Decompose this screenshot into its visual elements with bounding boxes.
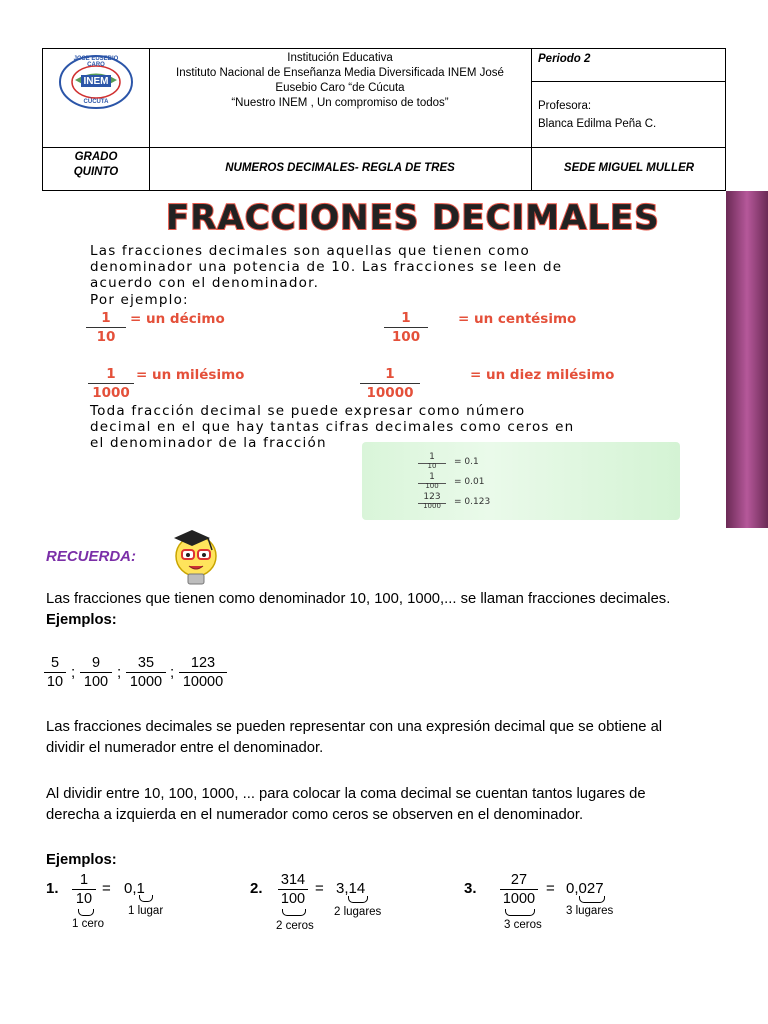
fraction-reading: = un diez milésimo [470,367,615,383]
brace [78,909,94,916]
fraction [72,871,96,908]
denominator: 10000 [182,674,224,690]
divider [531,81,725,82]
denominator: 10 [96,329,116,345]
fraction-reading: = un centésimo [458,311,577,327]
ejemplos-label: Ejemplos: [46,612,117,628]
image-title: FRACCIONES DECIMALES [166,198,660,238]
mini-numerator: 123 [423,492,441,502]
denominator: 100 [280,891,306,907]
logo-ring-top: JOSE EUSEBIO CARO [73,56,119,68]
sede: SEDE MIGUEL MULLER [563,162,695,174]
divider [149,148,150,190]
denominator: 1000 [502,891,536,907]
denominator: 1000 [129,674,163,690]
fraction-reading: = un décimo [130,311,225,327]
logo-text: INEM [83,76,109,87]
mini-denominator: 10 [427,462,437,470]
fraction [126,654,166,691]
mini-numerator: 1 [429,472,435,482]
denominator: 100 [391,329,421,345]
separator: ; [71,664,76,681]
fraction [360,366,420,401]
fraction [88,366,134,401]
numerator: 1 [106,366,116,382]
fraction [179,654,227,691]
fraction [86,310,126,345]
numerator: 123 [190,655,216,671]
por-ejemplo: Por ejemplo: [90,292,189,308]
divider [531,49,532,147]
numerator: 27 [510,872,528,888]
denominator: 10 [75,891,93,907]
fraction [384,310,428,345]
decimal-examples-box [362,442,680,520]
numerator: 314 [280,872,306,888]
lugares-note: 2 lugares [334,906,382,918]
fraction-reading: = un milésimo [136,367,245,383]
closing-line: el denominador de la fracción [90,435,327,451]
decorative-side-bar [726,191,768,528]
denominator: 1000 [92,385,130,401]
numerator: 5 [50,655,60,671]
intro-line: Las fracciones decimales son aquellas que tienen como [90,243,531,259]
denominator: 10 [46,674,64,690]
example-index: 2. [250,880,263,897]
profesora-label: Profesora: [538,100,592,112]
mini-denominator: 100 [425,482,439,490]
lugares-note: 3 lugares [566,905,614,917]
fraction [278,871,308,908]
numerator: 1 [101,310,111,326]
separator: ; [170,664,175,681]
mini-numerator: 1 [429,452,435,462]
institution-line: Instituto Nacional de Enseñanza Media Diversificada INEM José [176,67,504,79]
decimal-result: 0,1 [124,880,145,897]
decimal-result: 0,027 [566,880,604,897]
divider [531,148,532,190]
logo-ring-bottom: CÚCUTA [83,99,109,105]
paragraph-line: Las fracciones decimales se pueden representar con una expresión decimal que se obtiene al [46,719,663,735]
lightbulb-graduate-icon [162,526,228,590]
mini-value: = 0.1 [454,457,479,467]
mini-denominator: 1000 [423,502,441,510]
brace [282,909,306,916]
ejemplos-label-2: Ejemplos: [46,852,117,868]
example-index: 1. [46,880,59,897]
example-index: 3. [464,880,477,897]
fraction [80,654,112,691]
decimal-result: 3,14 [336,880,366,897]
brace [139,895,153,902]
brace [579,896,605,903]
profesora-name: Blanca Edilma Peña C. [538,118,657,130]
mini-value: = 0.01 [454,477,485,487]
ceros-note: 1 cero [72,918,104,930]
periodo: Periodo 2 [538,53,591,65]
inem-seal-logo [57,53,135,111]
header-table-bottom [42,147,726,191]
brace [505,909,535,916]
grado-line: QUINTO [73,166,119,178]
fracciones-decimales-image [82,198,690,520]
recuerda-sentence: Las fracciones que tienen como denominador 10, 100, 1000,... se llaman fracciones decimales. [46,591,671,607]
fraction [500,871,538,908]
institution-line: Institución Educativa [287,52,393,64]
grado-cell [43,150,149,180]
paragraph-line: derecha a izquierda en el numerador como ceros se observen en el denominador. [46,807,584,823]
brace [348,896,368,903]
institution-line: “Nuestro INEM , Un compromiso de todos” [231,97,449,109]
fraction [44,654,66,691]
equals: = [546,880,555,897]
recuerda-title: RECUERDA: [46,548,136,565]
intro-line: acuerdo con el denominador. [90,275,320,291]
divider [149,49,150,147]
paragraph-line: dividir el numerador entre el denominador. [46,740,324,756]
numerator: 9 [91,655,101,671]
closing-line: Toda fracción decimal se puede expresar como número [90,403,526,419]
denominator: 10000 [366,385,414,401]
grado-line: GRADO [74,151,118,163]
equals: = [102,880,111,897]
separator: ; [117,664,122,681]
institution-block [151,51,529,111]
numerator: 1 [79,872,89,888]
lugares-note: 1 lugar [128,905,164,917]
topic: NUMEROS DECIMALES- REGLA DE TRES [225,162,455,174]
closing-line: decimal en el que hay tantas cifras decimales como ceros en [90,419,575,435]
intro-line: denominador una potencia de 10. Las fracciones se leen de [90,259,563,275]
mini-value: = 0.123 [454,497,491,507]
denominator: 100 [83,674,109,690]
ceros-note: 2 ceros [276,920,314,932]
paragraph-line: Al dividir entre 10, 100, 1000, ... para colocar la coma decimal se cuentan tantos lugares de [46,786,646,802]
numerator: 1 [385,366,395,382]
numerator: 1 [401,310,411,326]
ceros-note: 3 ceros [504,919,542,931]
header-table-top [42,48,726,148]
institution-line: Eusebio Caro “de Cúcuta [275,82,405,94]
equals: = [315,880,324,897]
numerator: 35 [137,655,155,671]
